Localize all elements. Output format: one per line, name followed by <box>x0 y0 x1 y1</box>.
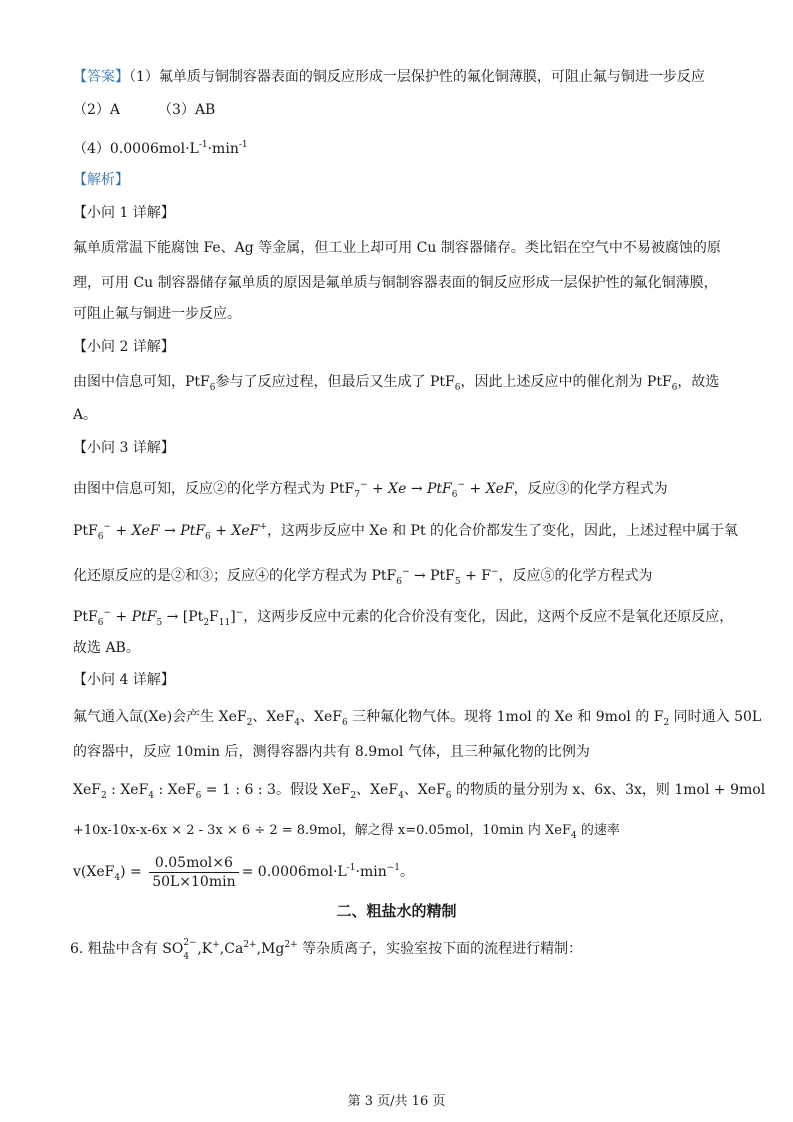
sub1-heading: 【小问 1 详解】 <box>73 205 175 221</box>
sub3-heading: 【小问 3 详解】 <box>73 440 175 456</box>
sub4-line3: XeF$_2$ : XeF$_4$ : XeF$_6$ = 1 : 6 : 3。假设 XeF$_2$、XeF$_4$、XeF$_6$ 的物质的量分别为 x、6x、3x，则 1mol + 9mol <box>73 782 766 801</box>
page-footer: 第 3 页/共 16 页 <box>347 1094 446 1109</box>
fraction-numerator: 0.05mol×6 <box>149 854 238 873</box>
sub4-line2: 的容器中，反应 10min 后，测得容器内共有 8.9mol 气体，且三种氟化物的比例为 <box>73 744 590 760</box>
analysis-tag: 【解析】 <box>73 172 129 188</box>
sub4-line4: +10x-10x-x-6x × 2 - 3x × 6 ÷ 2 = 8.9mol，解之得 x=0.05mol，10min 内 XeF$_4$ 的速率 <box>73 823 620 841</box>
sub3-line2: PtF$_6$− + XeF → PtF$_6$ + XeF+，这两步反应中 Xe 和 Pt 的化合价都发生了变化，因此，上述过程中属于氧 <box>73 522 739 542</box>
answer-tag: 【答案】 <box>73 69 129 85</box>
sub1-line1: 氟单质常温下能腐蚀 Fe、Ag 等金属，但工业上却可用 Cu 制容器储存。类比铝在空气中不易被腐蚀的原 <box>73 240 721 256</box>
sub2-line2: A。 <box>73 407 98 423</box>
section-title: 二、粗盐水的精制 <box>336 902 457 920</box>
sub3-line4: $PtF_6^- + PtF_5 \to [Pt_2F_{11}]^-$，这两步反应中元素的化合价没有变化，因此，这两个反应不是氧化还原反应， <box>73 608 734 628</box>
sub2-heading: 【小问 2 详解】 <box>73 339 175 355</box>
sub4-line1: 氟气通入氙(Xe)会产生 XeF$_2$、XeF$_4$、XeF$_6$ 三种氟化物气体。现将 1mol 的 Xe 和 9mol 的 $F_2$ 同时通入 50L <box>73 709 762 728</box>
sub1-line3: 可阻止氟与铜进一步反应。 <box>73 306 241 322</box>
sub1-line2: 理，可用 Cu 制容器储存氟单质的原因是氟单质与铜制容器表面的铜反应形成一层保护性的氟化铜薄膜， <box>73 275 718 291</box>
sub3-line1: 由图中信息可知，反应②的化学方程式为 PtF$_7$− + Xe → PtF$_6$− + XeF，反应③的化学方程式为 <box>73 480 668 500</box>
answer-q4-line: $(4)0.0006mol\cdot L^{-1}\cdot\min^{-1}$ <box>73 140 248 157</box>
fraction-denominator: 50L×10min <box>152 873 236 890</box>
answer-q1-line: 【答案】（1）氟单质与铜制容器表面的铜反应形成一层保护性的氟化铜薄膜，可阻止氟与铜进一步反应 <box>73 69 705 85</box>
question-6: 6. 粗盐中含有 SO 2− 4 $,K^+,Ca^{2+},Mg^{2+}$ 等杂质离子，实验室按下面的流程进行精制： <box>70 938 583 962</box>
rate-fraction <box>149 854 238 891</box>
sub4-line5-rate-formula: v(XeF$_4$) = $\frac{\text{0.05mol×6}}{50L\times 10\min}$ = $0.0006mol\cdot L^{-1}\cdot\min^{-1}$。 <box>73 854 415 890</box>
sub4-heading: 【小问 4 详解】 <box>73 672 175 688</box>
sub3-line5: 故选 AB。 <box>73 640 140 656</box>
sub2-line1: 由图中信息可知，PtF$_6$参与了反应过程，但最后又生成了 PtF$_6$，因此上述反应中的催化剂为 PtF$_6$，故选 <box>73 374 720 393</box>
sub3-line3: 化还原反应的是②和③；反应④的化学方程式为 PtF$_6$− → PtF$_5$ + F−，反应⑤的化学方程式为 <box>73 567 653 587</box>
answer-q2-q3-line: （2）A （3）AB <box>73 102 216 118</box>
